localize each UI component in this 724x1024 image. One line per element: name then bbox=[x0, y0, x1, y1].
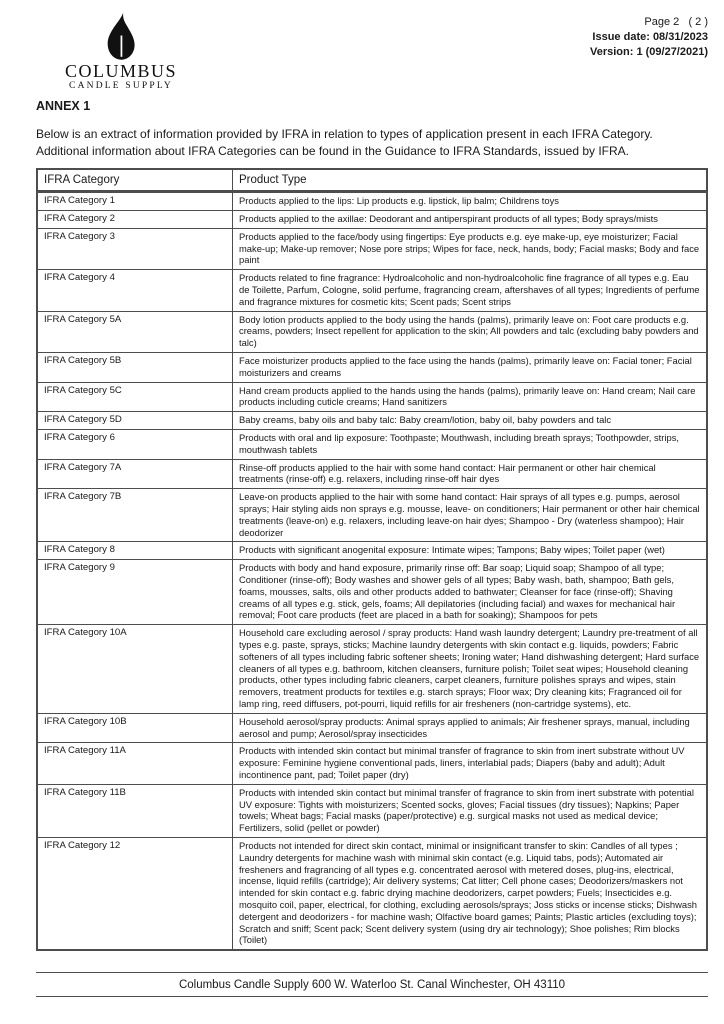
product-type-cell: Household care excluding aerosol / spray products: Hand wash laundry detergent; Laundry pre-treatment of all types e.g. paste, sprays, sticks; Machine laundry detergents with skin contact e.g. liquids, powders; Fabric softeners of all types including fabric softener sheets; Ironing water; Hand dishwashing detergent; Hard surface cleaners of all types e.g. bathroom, kitchen cleansers, furniture polish; Toilet seat wipes; Household cleaning products, other types including fabric cleaners, carpet cleaners, furniture polishes sprays and wipes, stain removers, treatment products for textiles e.g. starch sprays; Floor wax; Dry cleaning kits; Fragranced oil for lamp ring, reed diffusers, pot-pourri, liquid refills for air fresheners (non-cartridge systems), etc. bbox=[233, 625, 708, 714]
table-row bbox=[37, 542, 707, 560]
product-type-cell: Body lotion products applied to the body using the hands (palms), primarily leave on: Foot care products e.g. creams, powders; Insect repellent for application to the skin; All powders and talc (excluding baby powders and talc) bbox=[233, 311, 708, 352]
product-type-cell: Products related to fine fragrance: Hydroalcoholic and non-hydroalcoholic fine fragrance of all types e.g. Eau de Toilette, Parfum, Cologne, solid perfume, fragrancing cream, aftershaves of all types; Ingredients of perfume and fragrance mixtures for cosmetic kits; Scent pads; Scent strips bbox=[233, 270, 708, 311]
category-cell: IFRA Category 5D bbox=[37, 412, 233, 430]
category-cell: IFRA Category 8 bbox=[37, 542, 233, 560]
category-cell: IFRA Category 12 bbox=[37, 837, 233, 950]
logo-name: COLUMBUS bbox=[64, 61, 178, 81]
table-row bbox=[37, 743, 707, 784]
page-header bbox=[36, 10, 708, 92]
table-row bbox=[37, 270, 707, 311]
table-row bbox=[37, 560, 707, 625]
footer-address: Columbus Candle Supply 600 W. Waterloo St. Canal Winchester, OH 43110 bbox=[36, 972, 708, 997]
category-cell: IFRA Category 7B bbox=[37, 489, 233, 542]
page-content bbox=[36, 10, 708, 951]
category-cell: IFRA Category 1 bbox=[37, 192, 233, 211]
product-type-cell: Products with oral and lip exposure: Toothpaste; Mouthwash, including breath sprays; Toothpowder, strips, mouthwash tablets bbox=[233, 430, 708, 460]
issue-date: Issue date: 08/31/2023 bbox=[592, 31, 708, 43]
product-type-cell: Products with significant anogenital exposure: Intimate wipes; Tampons; Baby wipes; Toilet paper (wet) bbox=[233, 542, 708, 560]
table-row bbox=[37, 353, 707, 383]
product-type-cell: Baby creams, baby oils and baby talc: Baby cream/lotion, baby oil, baby powders and talc bbox=[233, 412, 708, 430]
table-row bbox=[37, 382, 707, 412]
table-row bbox=[37, 192, 707, 211]
table-row bbox=[37, 625, 707, 714]
product-type-cell: Face moisturizer products applied to the face using the hands (palms), primarily leave on: Facial toner; Facial moisturizers and creams bbox=[233, 353, 708, 383]
product-type-cell: Products applied to the axillae: Deodorant and antiperspirant products of all types; Body sprays/mists bbox=[233, 211, 708, 229]
column-header-product-type: Product Type bbox=[233, 169, 708, 192]
product-type-cell: Leave-on products applied to the hair with some hand contact: Hair sprays of all types e.g. pumps, aerosol sprays; Hair styling aids non sprays e.g. mousse, leave- on conditioners; Hair permanent or other hair chemical treatments (leave-on) e.g. relaxers, including leave-on hair dyes; Shampoo - Dry (waterless shampoo); Hair deodorizer bbox=[233, 489, 708, 542]
table-row bbox=[37, 713, 707, 743]
logo-subtitle: CANDLE SUPPLY bbox=[69, 80, 173, 91]
flame-icon bbox=[99, 12, 143, 62]
version-label: Version: 1 (09/27/2021) bbox=[589, 46, 708, 58]
category-cell: IFRA Category 6 bbox=[37, 430, 233, 460]
product-type-cell: Household aerosol/spray products: Animal sprays applied to animals; Air freshener sprays, manual, including aerosol and pump; Aerosol/spray insecticides bbox=[233, 713, 708, 743]
table-row bbox=[37, 228, 707, 269]
table-row bbox=[37, 837, 707, 950]
category-cell: IFRA Category 4 bbox=[37, 270, 233, 311]
product-type-cell: Products with intended skin contact but minimal transfer of fragrance to skin from inert substrate with potential UV exposure: Tights with moisturizers; Scented socks, gloves; Facial tissues (dry tissues); Napkins; Paper towels; Wheat bags; Facial masks (paper/protective) e.g. surgical masks not used as medical device; Fertilizers, solid (pellet or powder) bbox=[233, 784, 708, 837]
page-number: Page 2 ( 2 ) bbox=[644, 16, 708, 28]
table-row bbox=[37, 430, 707, 460]
table-row bbox=[37, 211, 707, 229]
product-type-cell: Products applied to the lips: Lip products e.g. lipstick, lip balm; Childrens toys bbox=[233, 192, 708, 211]
product-type-cell: Hand cream products applied to the hands using the hands (palms), primarily leave on: Hand cream; Nail care products including cuticle creams; Hand sanitizers bbox=[233, 382, 708, 412]
product-type-cell: Rinse-off products applied to the hair with some hand contact: Hair permanent or other hair chemical treatments (rinse-off) e.g. relaxers, including rinse-off hair dyes bbox=[233, 459, 708, 489]
product-type-cell: Products applied to the face/body using fingertips: Eye products e.g. eye make-up, eye moisturizer; Facial make-up; Make-up remover; Nose pore strips; Wipes for face, neck, hands, body; Facial masks; Body and face paint bbox=[233, 228, 708, 269]
product-type-cell: Products not intended for direct skin contact, minimal or insignificant transfer to skin: Candles of all types ; Laundry detergents for machine wash with minimal skin contact (e.g. Liquid tabs, pods); Automated air fresheners and fragrancing of all types e.g. concentrated aerosol with metered doses, plug-ins, electrical, incense, liquid refills (cartridge); Air delivery systems; Cat litter; Cell phone cases; Deodorizers/maskers not intended for skin contact e.g. fabric drying machine deodorizers, carpet powders; Fuels; Insecticides e.g. mosquito coil, paper, electrical, for clothing, excluding aerosols/sprays; Joss sticks or incense sticks; Dishwash detergent and deodorizers - for machine wash; Olfactive board games; Paints; Plastic articles (excluding toys); Scratch and sniff; Scent pack; Scent delivery system (using dry air technology); Shoe polishes; Rim blocks (Toilet) bbox=[233, 837, 708, 950]
category-cell: IFRA Category 11A bbox=[37, 743, 233, 784]
table-row bbox=[37, 784, 707, 837]
category-cell: IFRA Category 5B bbox=[37, 353, 233, 383]
category-cell: IFRA Category 10B bbox=[37, 713, 233, 743]
category-cell: IFRA Category 11B bbox=[37, 784, 233, 837]
category-cell: IFRA Category 9 bbox=[37, 560, 233, 625]
intro-paragraph: Below is an extract of information provided by IFRA in relation to types of application present in each IFRA Category. Additional information about IFRA Categories can be found in the Guidance to IFRA Standards, issued by IFRA. bbox=[36, 127, 653, 158]
ifra-category-table bbox=[36, 168, 708, 951]
page-info bbox=[590, 10, 708, 60]
product-type-cell: Products with intended skin contact but minimal transfer of fragrance to skin from inert substrate without UV exposure: Feminine hygiene conventional pads, liners, interlabial pads; Diapers (baby and adult); Adult incontinence pant, pad; Toilet paper (dry) bbox=[233, 743, 708, 784]
table-row bbox=[37, 311, 707, 352]
category-cell: IFRA Category 3 bbox=[37, 228, 233, 269]
table-header-row bbox=[37, 169, 707, 192]
table-row bbox=[37, 489, 707, 542]
category-cell: IFRA Category 5C bbox=[37, 382, 233, 412]
company-logo bbox=[36, 10, 206, 92]
category-cell: IFRA Category 7A bbox=[37, 459, 233, 489]
category-cell: IFRA Category 10A bbox=[37, 625, 233, 714]
category-cell: IFRA Category 2 bbox=[37, 211, 233, 229]
product-type-cell: Products with body and hand exposure, primarily rinse off: Bar soap; Liquid soap; Shampoo of all type; Conditioner (rinse-off); Body washes and shower gels of all types; Baby wash, bath, shampoo; Bath gels, foams, mousses, salts, oils and other products added to bathwater; Cleanser for face (rinse-off); Shaving creams of all types e.g. stick, gels, foams; All depilatories (including facial) and waxes for mechanical hair removal; Foot care products (feet are placed in a bath for soaking); Shampoos for pets bbox=[233, 560, 708, 625]
table-row bbox=[37, 412, 707, 430]
annex-title: ANNEX 1 bbox=[36, 99, 91, 114]
column-header-ifra-category: IFRA Category bbox=[37, 169, 233, 192]
category-cell: IFRA Category 5A bbox=[37, 311, 233, 352]
table-row bbox=[37, 459, 707, 489]
